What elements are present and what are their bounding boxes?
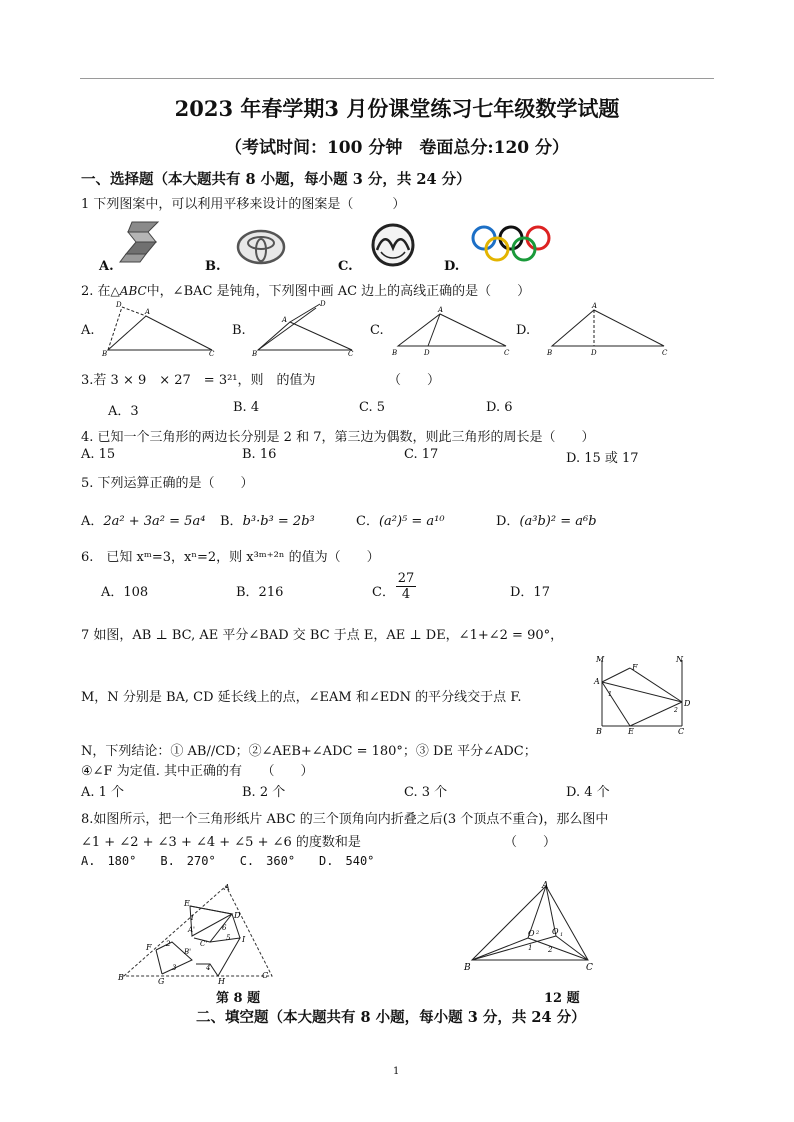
- svg-text:B: B: [547, 349, 553, 357]
- svg-text:C': C': [200, 940, 208, 948]
- q3-stem: 3.若 3 × 9 × 27 = 3²¹，则 的值为: [81, 373, 316, 388]
- svg-text:B: B: [596, 727, 602, 736]
- svg-text:A: A: [438, 306, 444, 314]
- q5-stem: 5. 下列运算正确的是（ ）: [81, 476, 254, 491]
- q1-option-a: A.: [99, 259, 114, 274]
- svg-text:I: I: [242, 935, 246, 944]
- svg-text:A: A: [592, 302, 598, 310]
- q6-option-c-fraction: 27 4: [397, 571, 415, 602]
- svg-text:1: 1: [190, 914, 195, 922]
- svg-text:2: 2: [166, 940, 171, 948]
- q7-option-a: A. 1 个: [81, 785, 125, 800]
- svg-text:B: B: [392, 349, 398, 357]
- q8-line-2: ∠1 + ∠2 + ∠3 + ∠4 + ∠5 + ∠6 的度数和是: [81, 835, 361, 850]
- svg-text:3: 3: [172, 964, 177, 972]
- q8-options: A. 180° B. 270° C. 360° D. 540°: [81, 854, 375, 868]
- q7-line-3: N，下列结论：① AB//CD；②∠AEB+∠ADC = 180°；③ DE 平分∠ADC；: [81, 744, 537, 759]
- svg-text:A': A': [188, 926, 195, 934]
- q4-stem: 4. 已知一个三角形的两边长分别是 2 和 7，第三边为偶数，则此三角形的周长是（ ）: [81, 430, 595, 445]
- svg-text:F: F: [146, 943, 152, 952]
- svg-text:C: C: [504, 349, 510, 357]
- q8-answer-paren: （ ）: [504, 835, 557, 850]
- q3-answer-paren: （ ）: [388, 373, 441, 388]
- svg-text:5: 5: [226, 934, 231, 942]
- q1-option-c: C.: [338, 259, 353, 274]
- svg-text:A: A: [594, 677, 600, 686]
- q7-line-1: 7 如图，AB ⊥ BC, AE 平分∠BAD 交 BC 于点 E，AE ⊥ DE，∠1+∠2 = 90°，: [81, 628, 564, 643]
- svg-text:C: C: [209, 350, 215, 358]
- svg-text:B: B: [118, 973, 124, 982]
- q2-figure-c: [390, 300, 512, 358]
- q5-option-a: A．2a² + 3a² = 5a⁴: [81, 514, 206, 529]
- svg-text:A: A: [145, 308, 151, 316]
- svg-text:D: D: [320, 300, 326, 308]
- page-number: 1: [393, 1066, 400, 1077]
- q6-option-a: A．108: [101, 585, 149, 600]
- svg-text:G: G: [158, 977, 165, 986]
- olympic-rings-icon: [470, 224, 554, 264]
- section-1-heading: 一、选择题（本大题共有 8 小题，每小题 3 分，共 24 分）: [81, 171, 471, 188]
- svg-text:B: B: [464, 963, 471, 972]
- q8-line-1: 8.如图所示，把一个三角形纸片 ABC 的三个顶角向内折叠之后(3 个顶点不重合)，那么图中: [81, 812, 609, 827]
- q2-figure-d: [546, 300, 670, 358]
- svg-text:1: 1: [560, 932, 564, 938]
- svg-text:F: F: [632, 663, 638, 672]
- svg-text:2: 2: [548, 946, 553, 954]
- q5-option-c: C．(a²)⁵ = a¹⁰: [356, 514, 445, 529]
- svg-text:M: M: [596, 655, 605, 664]
- svg-text:O: O: [528, 929, 535, 938]
- svg-text:A: A: [542, 881, 549, 891]
- q2-option-c: C.: [370, 323, 384, 338]
- q7-option-b: B. 2 个: [242, 785, 286, 800]
- q3-option-a: A．3: [108, 404, 139, 419]
- svg-text:O: O: [552, 927, 559, 936]
- q2-figure-a: [100, 300, 220, 358]
- svg-text:A: A: [282, 316, 288, 324]
- svg-text:D: D: [116, 301, 122, 309]
- q4-option-d: D. 15 或 17: [566, 451, 639, 466]
- q5-option-d: D．(a³b)² = a⁶b: [496, 514, 597, 529]
- svg-text:C: C: [662, 349, 668, 357]
- q7-option-c: C. 3 个: [404, 785, 448, 800]
- q6-option-c: C．: [372, 585, 395, 600]
- svg-text:C: C: [262, 971, 269, 980]
- q4-option-a: A. 15: [81, 447, 116, 462]
- q4-option-b: B. 16: [242, 447, 277, 462]
- q2-option-b: B.: [232, 323, 246, 338]
- q2-option-a: A.: [81, 323, 95, 338]
- q8-figure: [114, 880, 284, 990]
- svg-text:C: C: [586, 963, 593, 972]
- q7-line-4: ④∠F 为定值. 其中正确的有 （ ）: [81, 764, 314, 779]
- q7-option-d: D. 4 个: [566, 785, 610, 800]
- svg-text:2: 2: [536, 930, 540, 936]
- q1-option-d: D.: [444, 259, 460, 274]
- page-subtitle: （考试时间：100 分钟 卷面总分:120 分）: [224, 138, 570, 158]
- q6-option-b: B．216: [236, 585, 284, 600]
- section-2-heading: 二、填空题（本大题共有 8 小题，每小题 3 分，共 24 分）: [196, 1009, 586, 1026]
- svg-text:B: B: [252, 350, 258, 358]
- svg-text:D: D: [591, 349, 597, 357]
- svg-text:E: E: [628, 727, 634, 736]
- svg-text:D: D: [234, 911, 241, 920]
- svg-text:C: C: [678, 727, 685, 736]
- svg-text:D: D: [424, 349, 430, 357]
- svg-text:1: 1: [608, 691, 612, 698]
- q3-option-c: C. 5: [359, 400, 386, 415]
- mazda-logo-icon: [369, 222, 417, 268]
- fig8-caption: 第 8 题: [216, 991, 261, 1006]
- q3-option-d: D. 6: [486, 400, 513, 415]
- suzuki-logo-icon: [118, 218, 168, 266]
- svg-text:4: 4: [206, 964, 211, 972]
- svg-text:H: H: [218, 977, 225, 986]
- svg-text:B': B': [184, 948, 192, 956]
- svg-text:D: D: [684, 699, 691, 708]
- svg-text:A: A: [224, 883, 230, 892]
- q1-option-b: B.: [205, 259, 221, 274]
- q7-figure: [590, 652, 694, 736]
- q2-stem: 2. 在△ABC中，∠BAC 是钝角，下列图中画 AC 边上的高线正确的是（ ）: [81, 284, 531, 299]
- svg-text:B: B: [102, 350, 108, 358]
- q3-option-b: B. 4: [233, 400, 260, 415]
- fig12-figure: [460, 880, 600, 972]
- fig12-caption: 12 题: [544, 991, 580, 1006]
- header-rule: [80, 78, 714, 79]
- q6-stem: 6. 已知 xᵐ=3，xⁿ=2，则 x³ᵐ⁺²ⁿ 的值为（ ）: [81, 550, 380, 565]
- svg-text:2: 2: [674, 707, 678, 714]
- toyota-logo-icon: [236, 228, 286, 266]
- q7-line-2: M，N 分别是 BA, CD 延长线上的点，∠EAM 和∠EDN 的平分线交于点 F.: [81, 690, 522, 705]
- q2-option-d: D.: [516, 323, 531, 338]
- q4-option-c: C. 17: [404, 447, 439, 462]
- svg-text:E: E: [184, 899, 190, 908]
- svg-text:N: N: [676, 655, 683, 664]
- q1-stem: 1 下列图案中，可以利用平移来设计的图案是（ ）: [81, 197, 406, 212]
- q2-figure-b: [250, 300, 360, 358]
- svg-text:1: 1: [528, 944, 533, 952]
- page-title: 2023 年春学期3 月份课堂练习七年级数学试题: [174, 96, 620, 121]
- svg-text:6: 6: [222, 924, 227, 932]
- svg-text:C: C: [348, 350, 354, 358]
- q5-option-b: B．b³·b³ = 2b³: [220, 514, 315, 529]
- q6-option-d: D．17: [510, 585, 550, 600]
